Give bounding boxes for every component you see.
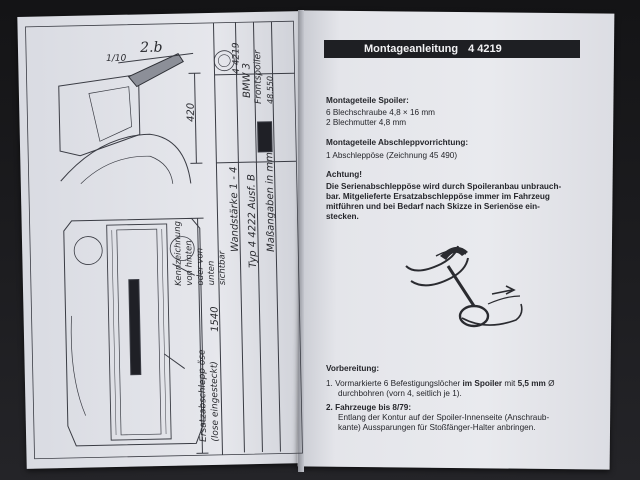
parts-tow-heading: Montageteile Abschleppvorrichtung:	[326, 138, 469, 147]
preparation-section	[326, 364, 596, 433]
step-1-text: mit	[502, 379, 518, 388]
instruction-title-bar	[324, 40, 580, 58]
preparation-step-2-line: kante) Aussparungen für Stoßfänger-Halter anbringen.	[338, 423, 536, 432]
note-eye: Ersatzabschlepp öse (lose eingesteckt)	[197, 349, 221, 442]
step-1-text: Ø	[545, 379, 555, 388]
warning-line: Die Serienabschleppöse wird durch Spoileranbau unbrauch-	[326, 182, 562, 191]
warning-heading: Achtung!	[326, 170, 362, 179]
warning-line: mitführen und bei Bedarf nach Skizze in Serienöse ein-	[326, 202, 540, 211]
preparation-heading: Vorbereitung:	[326, 364, 380, 373]
dim-top-width: 1/10	[106, 53, 127, 64]
title-block-type: Typ 4 4222 Ausf. B	[246, 174, 259, 268]
title-block-wall: Wandstärke 1 - 4	[228, 166, 241, 252]
preparation-step-1	[326, 379, 596, 389]
instruction-number: 4 4219	[468, 43, 502, 55]
warning-section	[326, 170, 596, 222]
parts-tow-item: 1 Abschleppöse (Zeichnung 45 490)	[326, 151, 458, 160]
preparation-step-2-heading: 2. Fahrzeuge bis 8/79:	[326, 403, 412, 412]
title-block-part: Frontspoiler	[253, 50, 264, 104]
preparation-step-2-line: Entlang der Kontur auf der Spoiler-Innenseite (Anschraub-	[338, 413, 550, 422]
step-1-drill-size: 5,5 mm	[517, 379, 546, 388]
step-1-text: 1. Vormarkierte 6 Befestigungslöcher	[326, 379, 463, 388]
parts-spoiler-heading: Montageteile Spoiler:	[326, 96, 409, 105]
title-block-measures: Maßangaben in mm	[264, 152, 277, 252]
dim-length: 1540	[209, 306, 221, 332]
parts-spoiler-item: 2 Blechmutter 4,8 mm	[326, 118, 407, 127]
step-1-emphasis: im Spoiler	[462, 379, 503, 388]
title-block-model: BMW 3	[241, 62, 253, 98]
parts-spoiler-section	[326, 96, 596, 128]
parts-tow-section	[326, 138, 596, 161]
note-marking: Kennzeichnung von hinten oder von unten sichtbar	[172, 220, 228, 286]
tow-eye-sketch	[396, 236, 536, 336]
title-block-number: 4 4219	[231, 42, 242, 74]
dim-top-handwritten: 2.b	[140, 39, 163, 56]
parts-spoiler-item: 6 Blechschraube 4,8 × 16 mm	[326, 108, 436, 117]
instruction-title: Montageanleitung	[364, 43, 459, 55]
preparation-step-1-line-2: durchbohren (vorn 4, seitlich je 1).	[338, 389, 462, 398]
warning-line: bar. Mitgelieferte Ersatzabschleppöse immer im Fahrzeug	[326, 192, 550, 201]
title-block-sheet: 48.550	[265, 75, 275, 104]
warning-line: stecken.	[326, 212, 359, 221]
dim-height: 420	[185, 102, 197, 122]
